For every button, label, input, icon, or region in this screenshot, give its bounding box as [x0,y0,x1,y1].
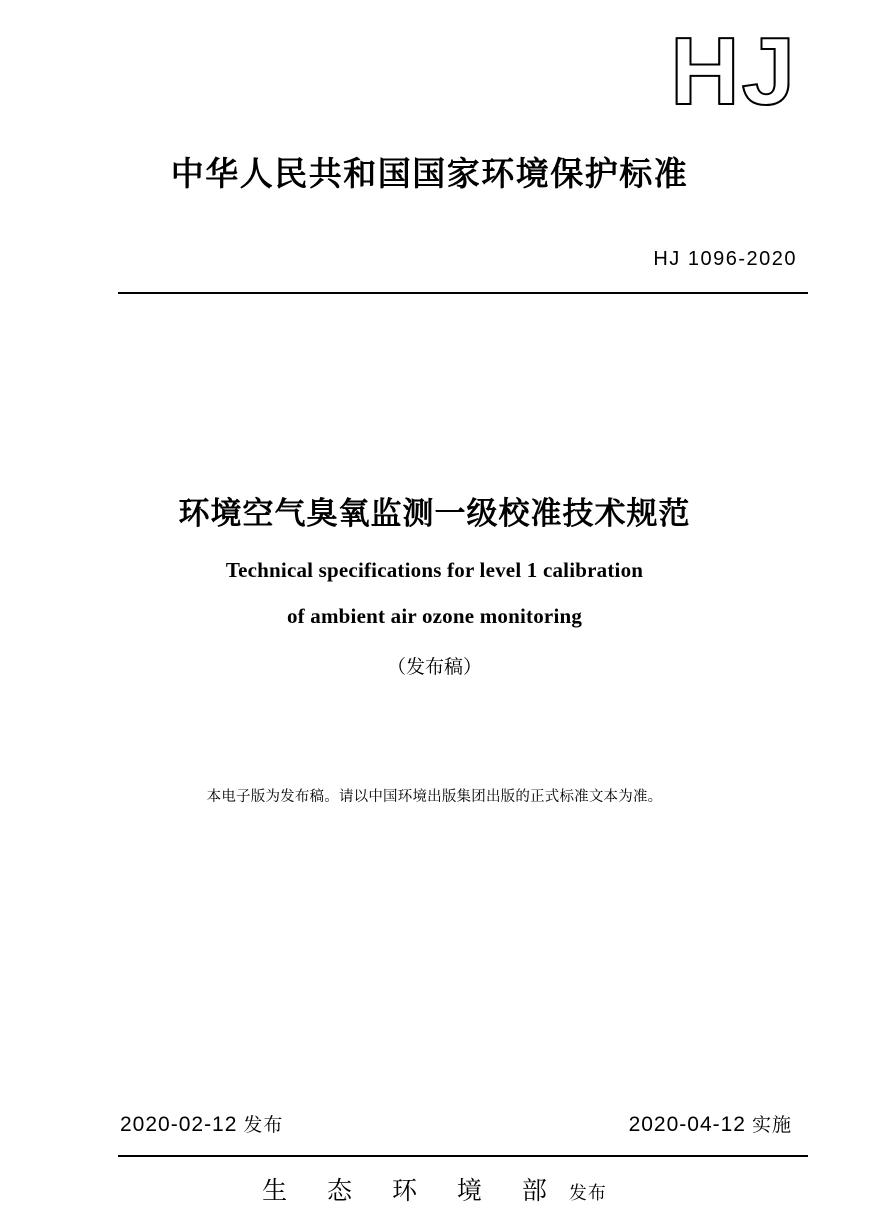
ministry-name: 生 态 环 境 部 [262,1176,563,1205]
national-standard-title: 中华人民共和国国家环境保护标准 [170,154,689,193]
date-row [120,1110,792,1137]
hj-logo: HJ [670,18,797,125]
bottom-divider [118,1155,808,1157]
document-title-chinese: 环境空气臭氧监测一级校准技术规范 [178,496,691,532]
ministry-publish-label: 发布 [568,1183,607,1204]
effective-date-item [629,1110,792,1137]
document-subtitle: （发布稿） [386,656,482,678]
document-title-english-line1: Technical specifications for level 1 calibration [225,558,644,582]
electronic-version-notice: 本电子版为发布稿。请以中国环境出版集团出版的正式标准文本为准。 [206,789,663,805]
standard-number: HJ 1096-2020 [653,248,797,270]
issue-date: 2020-02-12 [120,1113,238,1136]
document-title-english-line2: of ambient air ozone monitoring [286,604,583,628]
top-divider [118,292,808,294]
effective-date-label: 实施 [751,1114,792,1136]
issue-date-item [120,1110,283,1137]
effective-date: 2020-04-12 [628,1113,746,1136]
issuing-authority [0,1171,869,1207]
issue-date-label: 发布 [243,1114,284,1136]
